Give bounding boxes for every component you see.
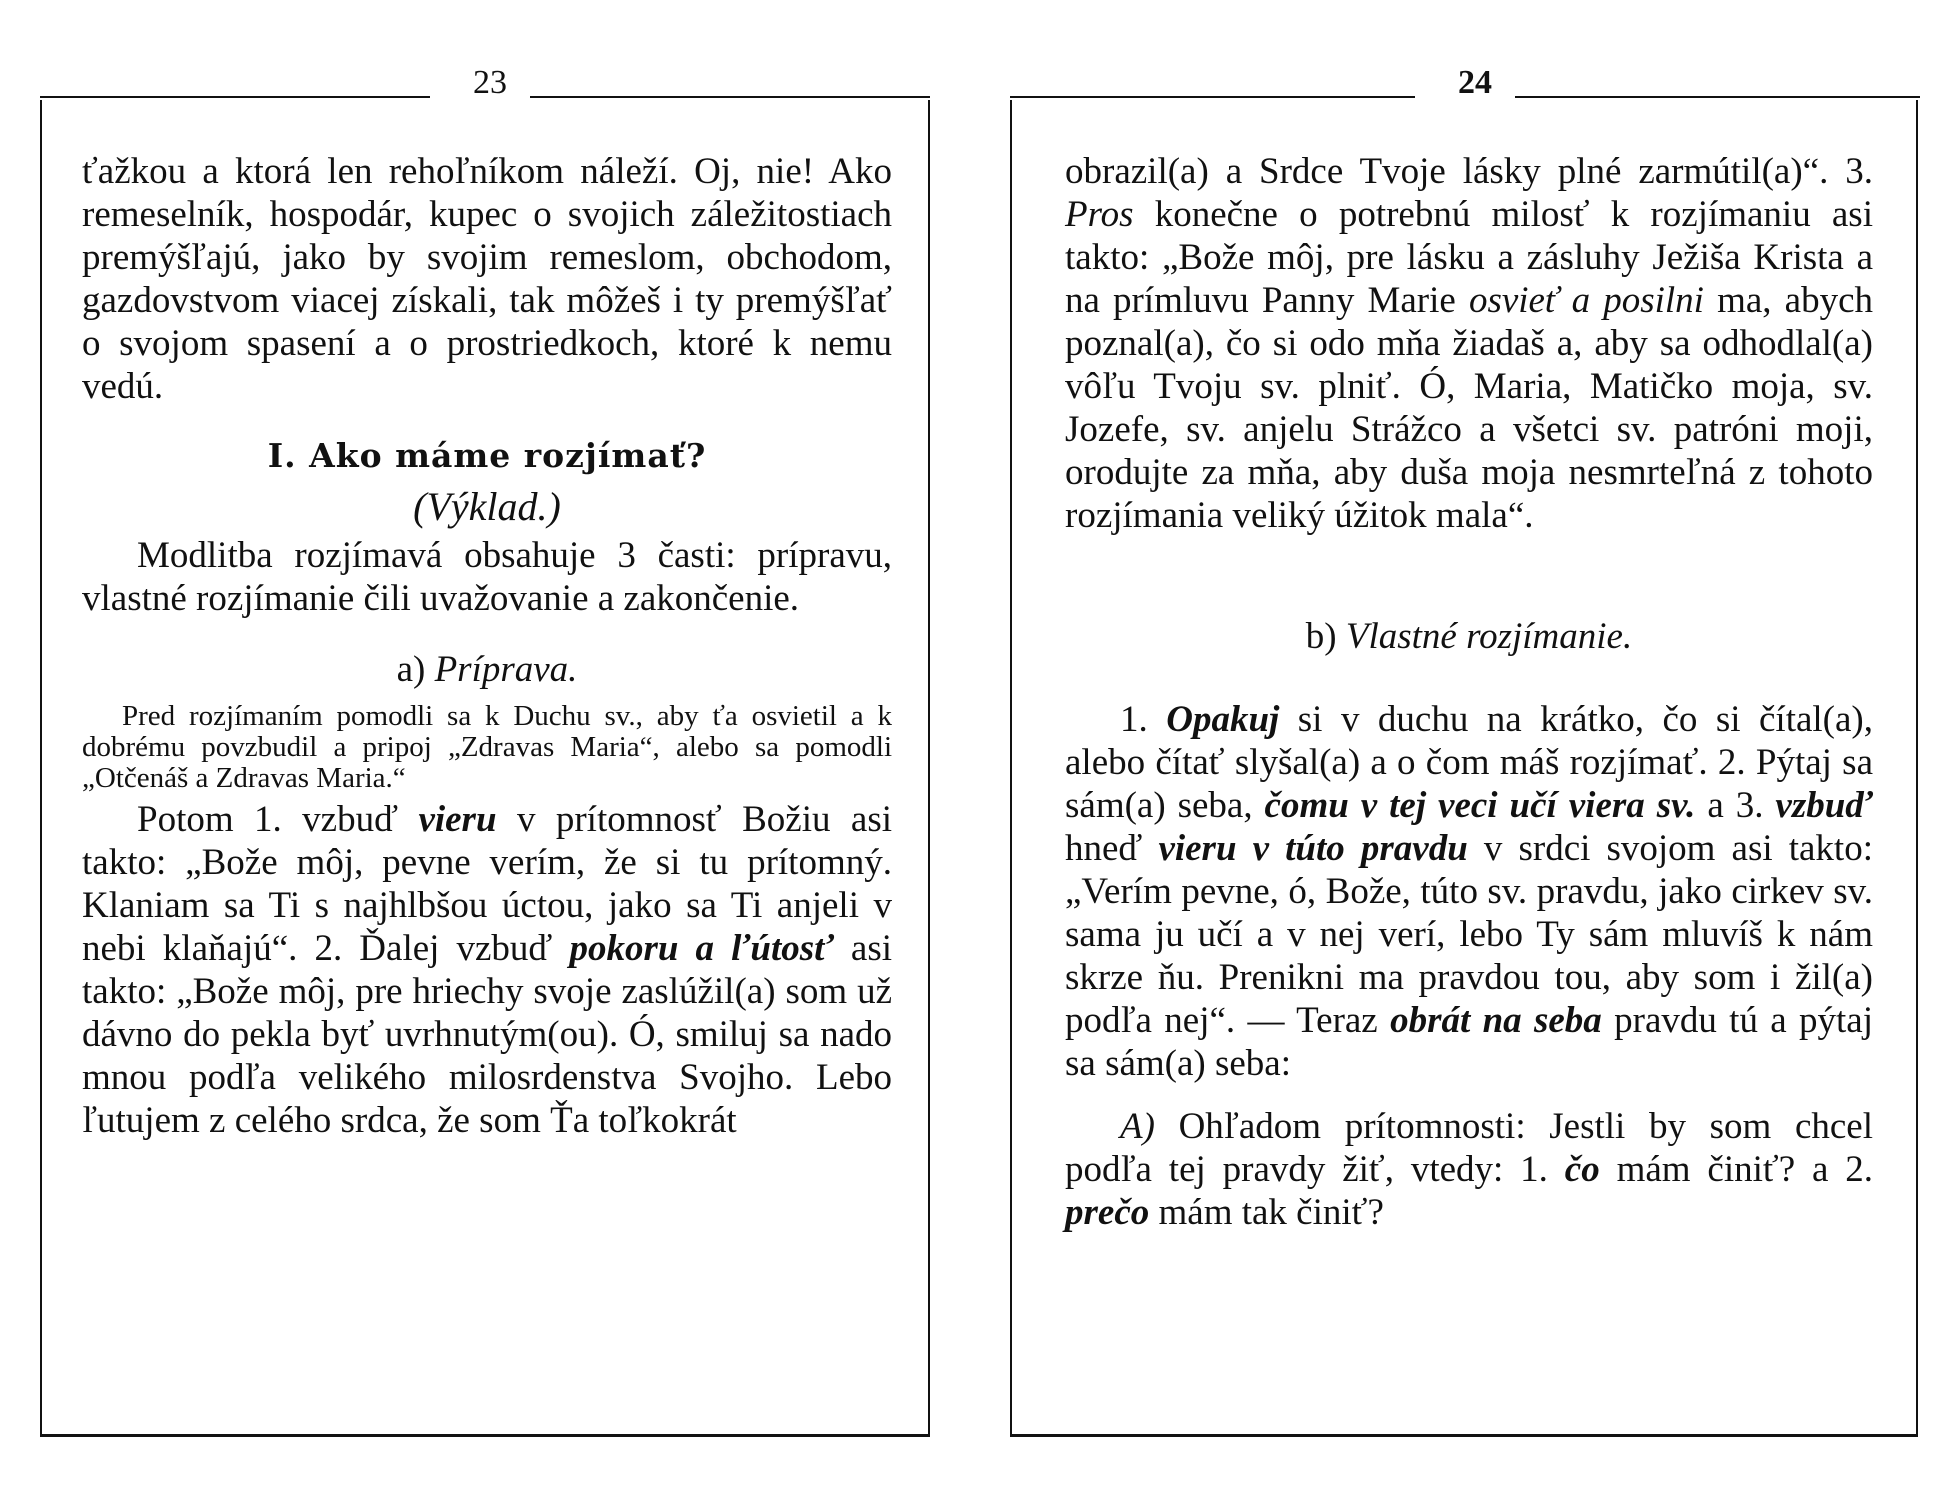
section-label: a) [396, 649, 435, 690]
text-run: v srdci svojom asi takto: „Verím pevne, ó, Bože, túto sv. pravdu, jako cirkev sv. sama ju učí a v nej verí, lebo Ty sám mluvíš k nám skrze ňu. Prenikni ma pravdou tou, aby som i žil(a) podľa nej“. — Teraz [1065, 828, 1873, 1041]
paragraph [1065, 698, 1873, 1085]
text-run: a 3. [1695, 785, 1776, 826]
text-run: hneď [1065, 828, 1159, 869]
header-rule [530, 96, 930, 98]
text-run: Potom 1. vzbuď [137, 799, 419, 840]
emphasis: osvieť a posilni [1468, 280, 1704, 321]
paragraph [1065, 1105, 1873, 1234]
left-page [40, 60, 940, 1141]
emphasis: čo [1564, 1149, 1600, 1190]
page-number: 23 [473, 64, 507, 101]
section-label: b) [1305, 616, 1346, 657]
chapter-subheading: (Výklad.) [413, 484, 561, 529]
emphasis: pokoru a ľútosť [569, 928, 834, 969]
text-run: asi takto: „Bože môj, pre hriechy svoje zaslúžil(a) som už dávno do pekla byť uvrhnutým(ou). Ó, smiluj sa nado mnou podľa velikého milosrdenstva Svojho. Lebo ľutujem z celého srdca, že som Ťa toľkokrát [82, 928, 893, 1141]
text-run: ma, abych poznal(a), čo si odo mňa žiadaš a, aby sa odhodlal(a) vôľu Tvoju sv. plniť. Ó, Maria, Matičko moja, sv. Jozefe, sv. anjelu Strážco a všetci sv. patróni moji, orodujte za mňa, aby duša moja nesmrteľná z tohoto rozjímania veliký úžitok mala“. [1065, 280, 1873, 536]
header-rule [1515, 96, 1920, 98]
right-page-text [1065, 150, 1873, 1234]
text-run: obrazil(a) a Srdce Tvoje lásky plné zarmútil(a)“. 3. [1065, 151, 1873, 192]
page-number: 24 [1458, 64, 1492, 101]
text-run: pravdu tú a pýtaj sa sám(a) seba: [1065, 1000, 1874, 1084]
text-run: Ohľadom prítomnosti: Jestli by som chcel podľa tej pravdy žiť, vtedy: 1. [1065, 1106, 1873, 1190]
emphasis: čomu v tej veci učí viera sv. [1264, 785, 1696, 826]
spacer [1065, 668, 1873, 698]
text-run: si v duchu na krátko, čo si čítal(a), alebo čítať slyšal(a) a o čom máš rozjímať. 2. Pýtaj sa sám(a) seba, [1065, 699, 1874, 826]
emphasis: vieru v túto pravdu [1158, 828, 1468, 869]
text-run: v prítomnosť Božiu asi takto: „Bože môj, pevne verím, že si tu prítomný. Klaniam sa Ti s najhlbšou úctou, jako sa Ti anjeli v nebi klaňajú“. 2. Ďalej vzbuď [82, 799, 892, 969]
text-run: konečne o potrebnú milosť k rozjímaniu asi takto: „Bože môj, pre lásku a zásluhy Ježiša Krista a na prímluvu Panny Marie [1065, 194, 1873, 321]
emphasis: prečo [1065, 1192, 1150, 1233]
text-run: mám tak činiť? [1149, 1192, 1384, 1233]
paragraph [1065, 150, 1873, 537]
paragraph: ťažkou a ktorá len rehoľníkom náleží. Oj, nie! Ako remeselník, hospodár, kupec o svojich záležitostiach premýšľajú, jako by svojim remeslom, obchodom, gazdovstvom viacej získali, tak môžeš i ty premýšľať o svojom spasení a o prostriedkoch, ktoré k nemu vedú. [82, 151, 892, 407]
emphasis: vzbuď [1775, 785, 1873, 826]
emphasis: Opakuj [1166, 699, 1280, 740]
emphasis: Pros [1065, 194, 1134, 235]
section-heading [1065, 615, 1873, 658]
header-rule [40, 96, 430, 98]
section-title: Vlastné rozjímanie. [1345, 616, 1633, 657]
emphasis: A) [1120, 1106, 1155, 1147]
paragraph: Modlitba rozjímavá obsahuje 3 časti: prípravu, vlastné rozjímanie čili uvažovanie a zakončenie. [82, 535, 892, 619]
right-page [1010, 60, 1920, 1233]
section-title: Príprava. [434, 649, 578, 690]
emphasis: obrát na seba [1390, 1000, 1602, 1041]
header-rule [1010, 96, 1415, 98]
paragraph [82, 798, 892, 1142]
chapter-heading: I. Ako máme rozjímať? [267, 436, 707, 475]
text-run: mám činiť? a 2. [1599, 1149, 1873, 1190]
section-heading [82, 648, 892, 691]
emphasis: vieru [418, 799, 497, 840]
left-page-text [82, 150, 892, 1142]
text-run: 1. [1120, 699, 1167, 740]
small-note: Pred rozjímaním pomodli sa k Duchu sv., aby ťa osvietil a k dobrému povzbudil a pripoj „Zdravas Maria“, alebo sa pomodli „Otčenáš a Zdravas Maria.“ [82, 700, 892, 794]
spacer [1065, 537, 1873, 587]
